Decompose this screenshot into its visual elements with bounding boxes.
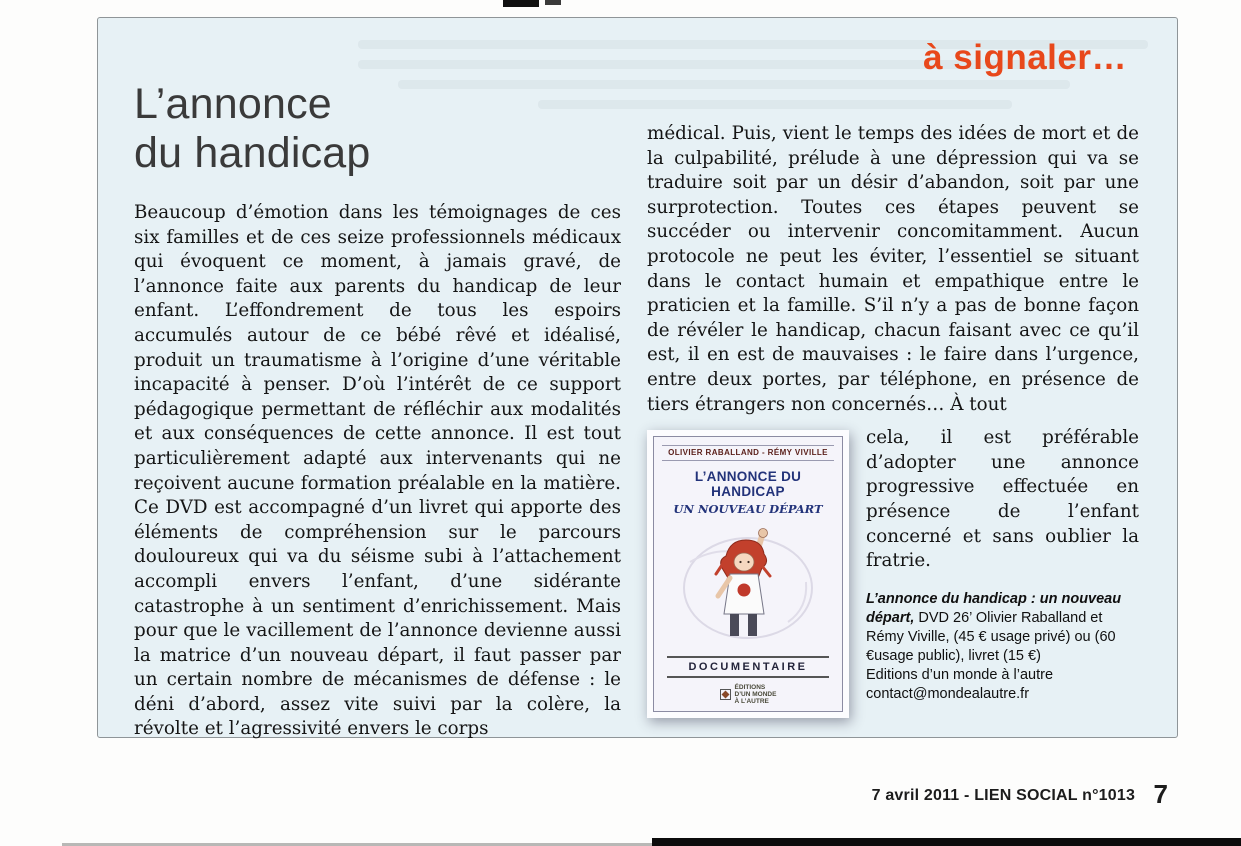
caption-publisher: Editions d’un monde à l’autre xyxy=(866,667,1054,684)
article-paragraph-left: Beaucoup d’émotion dans les témoignages de ces six familles et de ces seize professionnels médicaux qui évoquent ce moment, à jamais gravé, de l’annonce faite aux parents du handicap de leur enfant. L’effondrement de tous les espoirs accumulés autour de ce bébé rêvé et idéalisé, produit un traumatisme à l’origine d’une véritable incapacité à penser. D’où l’intérêt de ce support pédagogique permettant de réfléchir aux modalités et aux conséquences de cette annonce. Il est tout particulièrement adapté aux intervenants qui ne reçoivent aucune formation préalable en la matière. Ce DVD est accompagné d’un livret qui apporte des éléments de compréhension sur le parcours douloureux qui va du séisme subi à l’attachement accompli envers l’enfant, d’une sidérante catastrophe à un sentiment d’enrichissement. Mais pour que le vacillement de l’annonce devienne aussi la matrice d’un nouveau départ, il faut passer par un certain nombre de mécanismes de défense : le déni d’abord, assez vite suivi par la colère, la révolte et l’agressivité envers le corps xyxy=(134,202,621,740)
dvd-authors: OLIVIER RABALLAND - RÉMY VIVILLE xyxy=(662,445,834,461)
publisher-logo-icon xyxy=(720,689,731,700)
media-block xyxy=(647,426,1139,718)
scan-artifact-top xyxy=(503,0,539,7)
dvd-cover-inner xyxy=(653,436,843,712)
article-paragraph-right: médical. Puis, vient le temps des idées de mort et de la culpabilité, prélude à une dépression qui va se traduire soit par un désir d’abandon, soit par une surprotection. Toutes ces étapes peuvent se succéder ou intervenir concomitamment. Aucun protocole ne peut les éviter, l’essentiel se situant dans le contact humain et empathique entre le praticien et la famille. S’il n’y a pas de bonne façon de révéler le handicap, chacun faisant avec ce qu’il est, il en est de mauvaises : le faire dans l’urgence, entre deux portes, par téléphone, en présence de tiers étrangers non concernés… À tout xyxy=(647,123,1139,415)
article-panel xyxy=(97,17,1178,738)
caption-title: L’annonce du handicap : un nouveau départ, xyxy=(866,591,1122,627)
dvd-cover xyxy=(647,430,849,718)
scan-artifact-bottom xyxy=(652,838,1241,846)
footer-issue-info: 7 avril 2011 - LIEN SOCIAL n°1013 xyxy=(871,787,1136,804)
publisher-text: ÉDITIONS D’UN MONDE À L’AUTRE xyxy=(734,684,777,706)
article-column-right xyxy=(647,122,1139,718)
article-title-line1: L’annonce xyxy=(134,80,332,128)
dvd-publisher xyxy=(720,684,777,705)
scan-artifact-top xyxy=(545,0,561,5)
dvd-cover-illustration xyxy=(668,516,828,656)
caption-contact-email: contact@mondealautre.fr xyxy=(866,686,1030,703)
article-title xyxy=(134,80,371,178)
dvd-title: L’ANNONCE DU HANDICAP xyxy=(694,469,802,500)
child-drawing-icon xyxy=(668,522,828,650)
page-footer xyxy=(0,779,1168,810)
footer-page-number: 7 xyxy=(1153,779,1168,809)
article-paragraph-wrap: cela, il est préférable d’adopter une annonce progressive effectuée en présence de l’enfant concerné et sans oublier la fratrie. xyxy=(866,427,1139,572)
section-header: à signaler… xyxy=(923,38,1127,77)
dvd-subtitle: UN NOUVEAU DÉPART xyxy=(673,502,823,517)
article-column-left xyxy=(134,201,621,742)
article-title-line2: du handicap xyxy=(134,129,371,177)
caption-credits: DVD 26’ Olivier Raballand et Rémy Viville, (45 € usage privé) ou (60 €usage public), livret (15 €) xyxy=(866,610,1116,665)
dvd-genre-label: DOCUMENTAIRE xyxy=(667,656,829,678)
